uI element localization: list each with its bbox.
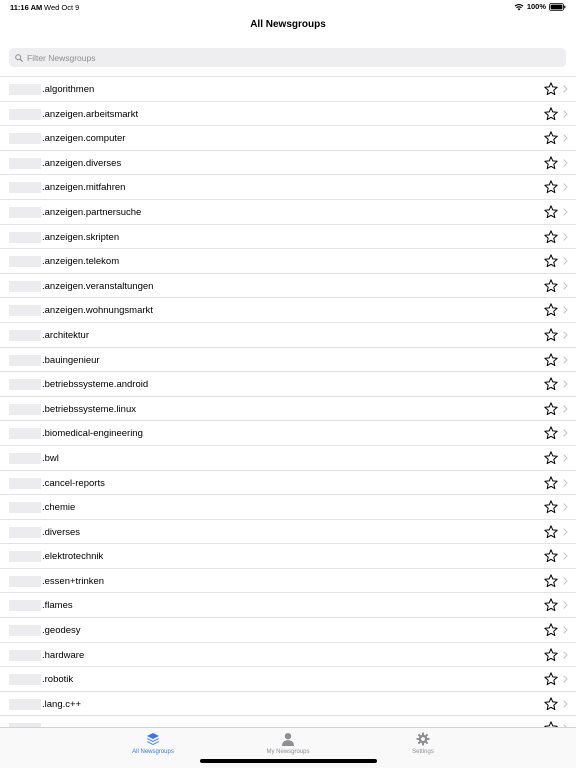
tab-my-newsgroups[interactable] (228, 732, 348, 755)
tab-all-newsgroups[interactable] (93, 732, 213, 755)
chevron-right-icon (563, 700, 568, 708)
chevron-right-icon (563, 331, 568, 339)
star-icon[interactable] (544, 230, 558, 244)
newsgroup-name: .architektur (42, 329, 89, 341)
home-indicator (200, 759, 377, 763)
chevron-right-icon (563, 601, 568, 609)
chevron-right-icon (563, 159, 568, 167)
chevron-right-icon (563, 233, 568, 241)
star-icon[interactable] (544, 82, 558, 96)
newsgroup-name: .essen+trinken (42, 575, 105, 587)
stack-icon (146, 732, 160, 746)
chevron-right-icon (563, 282, 568, 290)
star-icon[interactable] (544, 328, 558, 342)
star-icon[interactable] (544, 353, 558, 367)
chevron-right-icon (563, 552, 568, 560)
newsgroup-name: .bauingenieur (42, 354, 100, 366)
list-item[interactable] (0, 471, 576, 496)
redacted-prefix (9, 404, 41, 415)
star-icon[interactable] (544, 451, 558, 465)
newsgroup-list[interactable] (0, 76, 576, 728)
newsgroup-name: .diverses (42, 526, 81, 538)
chevron-right-icon (563, 405, 568, 413)
person-icon (281, 732, 295, 746)
list-item[interactable] (0, 77, 576, 102)
redacted-prefix (9, 379, 41, 390)
newsgroup-name: .biomedical-engineering (42, 428, 143, 440)
newsgroup-name: .anzeigen.veranstaltungen (42, 280, 154, 292)
chevron-right-icon (563, 577, 568, 585)
redacted-prefix (9, 330, 41, 341)
star-icon[interactable] (544, 131, 558, 145)
newsgroup-name: .algorithmen (42, 84, 95, 95)
newsgroup-name: .robotik (42, 674, 74, 686)
star-icon[interactable] (544, 672, 558, 686)
star-icon[interactable] (544, 402, 558, 416)
list-item[interactable] (0, 126, 576, 151)
star-icon[interactable] (544, 574, 558, 588)
newsgroup-name: .betriebssysteme.linux (42, 403, 136, 415)
search-bar[interactable] (9, 48, 566, 67)
newsgroup-name: .geodesy (42, 625, 81, 637)
newsgroup-name: .anzeigen.computer (42, 133, 126, 145)
star-icon[interactable] (544, 697, 558, 711)
star-icon[interactable] (544, 205, 558, 219)
list-item[interactable] (0, 200, 576, 225)
star-icon[interactable] (544, 623, 558, 637)
status-date: Wed Oct 9 (44, 3, 80, 12)
chevron-right-icon (563, 134, 568, 142)
redacted-prefix (9, 84, 41, 95)
gear-icon (416, 732, 430, 746)
newsgroup-name: .anzeigen.diverses (42, 157, 122, 169)
redacted-prefix (9, 699, 41, 710)
star-icon[interactable] (544, 500, 558, 514)
star-icon[interactable] (544, 279, 558, 293)
newsgroup-name: .bwl (42, 452, 59, 464)
list-item[interactable] (0, 151, 576, 176)
list-item[interactable] (0, 421, 576, 446)
chevron-right-icon (563, 651, 568, 659)
star-icon[interactable] (544, 648, 558, 662)
redacted-prefix (9, 600, 41, 611)
tab-label: My Newsgroups (266, 749, 310, 755)
status-indicators (514, 2, 566, 11)
star-icon[interactable] (544, 549, 558, 563)
redacted-prefix (9, 650, 41, 661)
chevron-right-icon (563, 183, 568, 191)
chevron-right-icon (563, 208, 568, 216)
chevron-right-icon (563, 528, 568, 536)
newsgroup-name: .anzeigen.skripten (42, 231, 120, 243)
chevron-right-icon (563, 380, 568, 388)
list-item[interactable] (0, 102, 576, 127)
status-time: 11:16 AM (10, 3, 43, 12)
redacted-prefix (9, 551, 41, 562)
list-item[interactable] (0, 618, 576, 643)
tab-label: Settings (412, 749, 434, 755)
chevron-right-icon (563, 454, 568, 462)
list-item[interactable] (0, 348, 576, 373)
redacted-prefix (9, 527, 41, 538)
newsgroup-name: .anzeigen.mitfahren (42, 182, 126, 194)
list-item[interactable] (0, 544, 576, 569)
redacted-prefix (9, 576, 41, 587)
list-item[interactable] (0, 397, 576, 422)
star-icon[interactable] (544, 598, 558, 612)
status-bar (0, 0, 576, 14)
redacted-prefix (9, 232, 41, 243)
list-item[interactable] (0, 643, 576, 668)
newsgroup-name: .betriebssysteme.android (42, 379, 149, 391)
redacted-prefix (9, 256, 41, 267)
chevron-right-icon (563, 626, 568, 634)
redacted-prefix (9, 502, 41, 513)
search-input[interactable] (27, 53, 527, 63)
redacted-prefix (9, 625, 41, 636)
tab-label: All Newsgroups (132, 749, 174, 755)
list-item[interactable] (0, 175, 576, 200)
list-item[interactable] (0, 225, 576, 250)
battery-icon (549, 3, 566, 11)
star-icon[interactable] (544, 377, 558, 391)
list-item[interactable] (0, 446, 576, 471)
redacted-prefix (9, 133, 41, 144)
list-item[interactable] (0, 274, 576, 299)
redacted-prefix (9, 182, 41, 193)
redacted-prefix (9, 355, 41, 366)
chevron-right-icon (563, 257, 568, 265)
redacted-prefix (9, 305, 41, 316)
star-icon[interactable] (544, 303, 558, 317)
list-item[interactable] (0, 495, 576, 520)
chevron-right-icon (563, 110, 568, 118)
chevron-right-icon (563, 429, 568, 437)
newsgroup-name: .elektrotechnik (42, 551, 104, 563)
newsgroup-name: .hardware (42, 649, 85, 661)
chevron-right-icon (563, 85, 568, 93)
star-icon[interactable] (544, 180, 558, 194)
page-title: All Newsgroups (250, 19, 326, 30)
list-item[interactable] (0, 372, 576, 397)
newsgroup-name: .anzeigen.arbeitsmarkt (42, 108, 139, 120)
wifi-icon (514, 3, 524, 11)
list-item[interactable] (0, 323, 576, 348)
redacted-prefix (9, 428, 41, 439)
newsgroup-name: .anzeigen.wohnungsmarkt (42, 305, 153, 317)
chevron-right-icon (563, 503, 568, 511)
redacted-prefix (9, 674, 41, 685)
list-item[interactable] (0, 520, 576, 545)
search-icon (15, 54, 23, 62)
chevron-right-icon (563, 479, 568, 487)
star-icon[interactable] (544, 476, 558, 490)
newsgroup-name: .cancel-reports (42, 477, 105, 489)
newsgroup-name: .flames (42, 600, 73, 612)
newsgroup-name: .anzeigen.telekom (42, 256, 120, 268)
newsgroup-name: .lang.c++ (42, 698, 82, 710)
redacted-prefix (9, 109, 41, 120)
star-icon[interactable] (544, 254, 558, 268)
list-item[interactable] (0, 593, 576, 618)
list-item[interactable] (0, 692, 576, 717)
battery-percent: 100% (526, 2, 546, 11)
chevron-right-icon (563, 306, 568, 314)
list-item[interactable] (0, 249, 576, 274)
star-icon[interactable] (544, 426, 558, 440)
redacted-prefix (9, 158, 41, 169)
tab-settings[interactable] (363, 732, 483, 755)
newsgroup-name: .anzeigen.partnersuche (42, 206, 142, 218)
star-icon[interactable] (544, 156, 558, 170)
list-item[interactable] (0, 569, 576, 594)
chevron-right-icon (563, 675, 568, 683)
redacted-prefix (9, 453, 41, 464)
redacted-prefix (9, 207, 41, 218)
star-icon[interactable] (544, 525, 558, 539)
list-item[interactable] (0, 667, 576, 692)
list-item[interactable] (0, 298, 576, 323)
newsgroup-name: .chemie (42, 502, 76, 514)
chevron-right-icon (563, 356, 568, 364)
redacted-prefix (9, 281, 41, 292)
redacted-prefix (9, 478, 41, 489)
star-icon[interactable] (544, 107, 558, 121)
